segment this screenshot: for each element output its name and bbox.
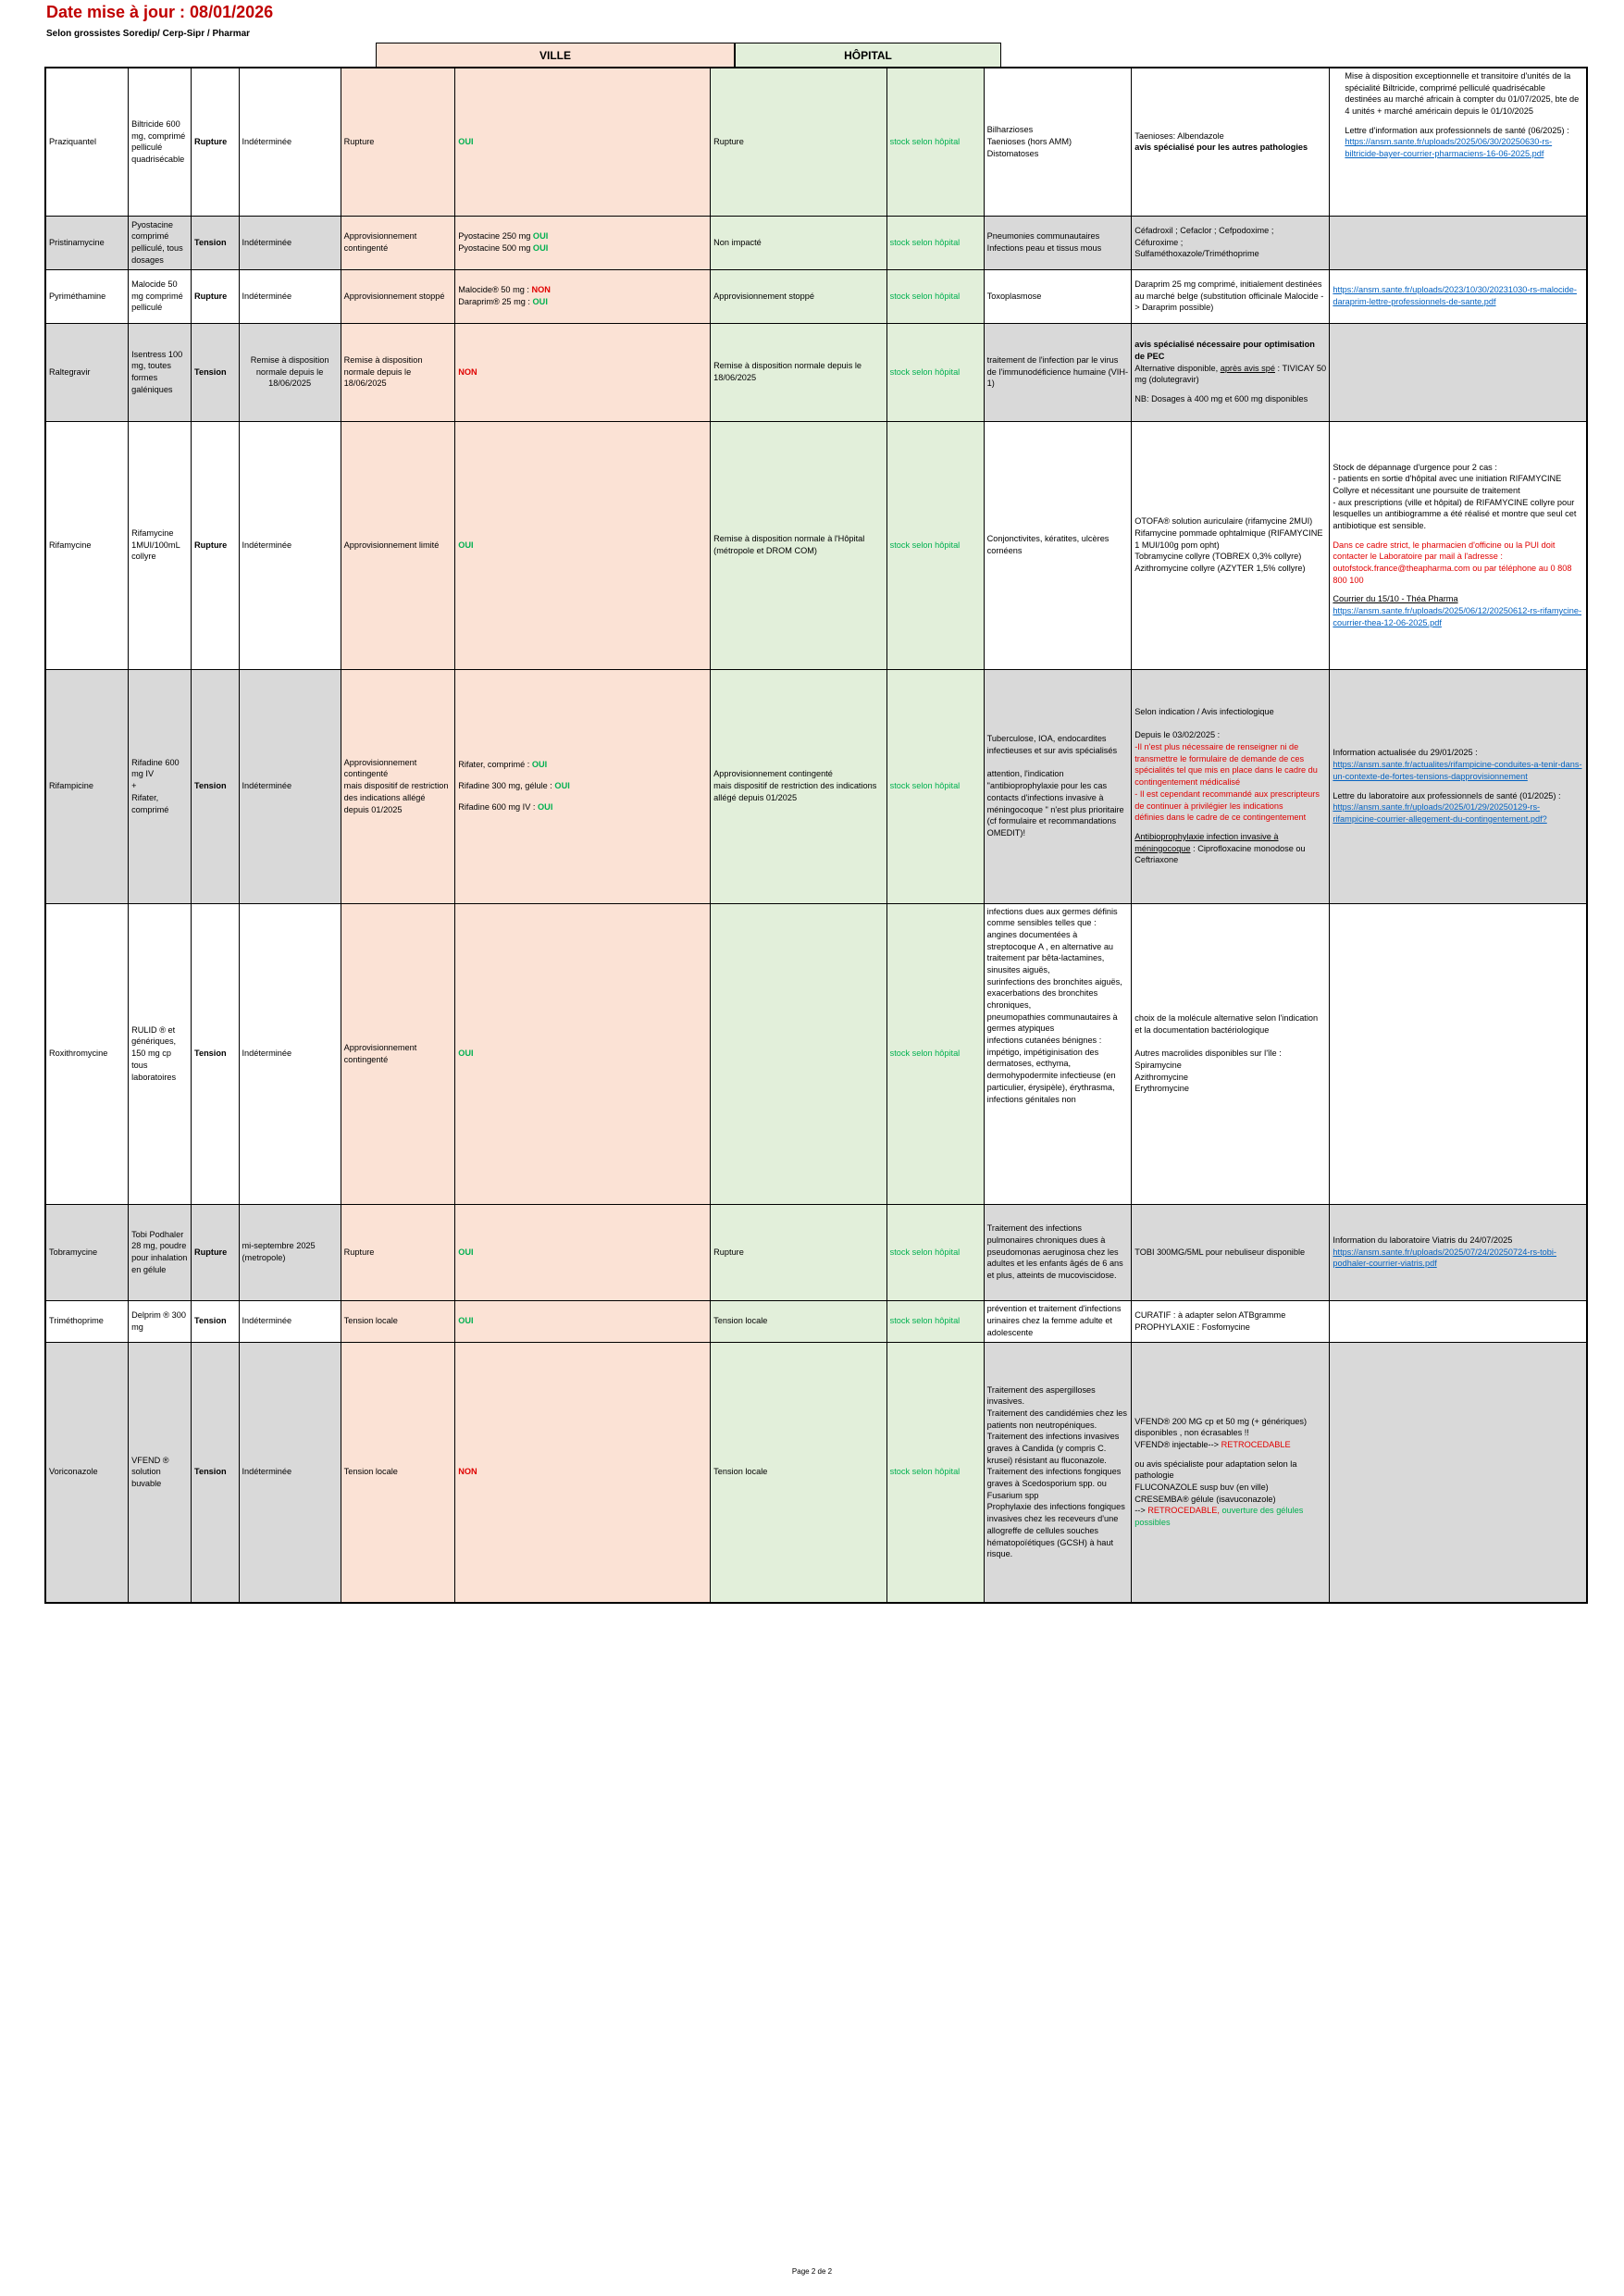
info-cell: [1330, 1342, 1587, 1603]
table-row: [45, 323, 1587, 421]
ville-dispo-cell: OUI: [455, 421, 711, 669]
alternatives-line: avis spécialisé pour les autres pathologies: [1134, 143, 1308, 153]
info-cell: [1330, 421, 1587, 669]
specialite-cell: Biltricide 600 mg, comprimé pelliculé quadrisécable: [129, 68, 192, 216]
ville-appro-cell: Rupture: [341, 68, 455, 216]
ville-appro-cell: Approvisionnement stoppé: [341, 269, 455, 323]
alternatives-text: NB: Dosages à 400 mg et 600 mg disponibles: [1134, 394, 1308, 404]
dci-cell: Praziquantel: [45, 68, 129, 216]
specialite-cell: Isentress 100 mg, toutes formes galéniques: [129, 323, 192, 421]
alternatives-cell: OTOFA® solution auriculaire (rifamycine 2MUI) Rifamycine pommade ophtalmique (RIFAMYCINE 1 MUI/100g pom opht) Tobramycine collyre (TOBREX 0,3% collyre) Azithromycine collyre (AZYTER 1,5% collyre): [1132, 421, 1330, 669]
indications-cell: Traitement des infections pulmonaires chroniques dues à pseudomonas aeruginosa chez les adultes et les enfants âgés de 6 ans et plus, atteints de mucoviscidose.: [984, 1204, 1132, 1300]
info-cell: [1330, 216, 1587, 269]
alternatives-cell: Daraprim 25 mg comprimé, initialement destinées au marché belge (substitution officinale Malocide -> Daraprim possible): [1132, 269, 1330, 323]
indications-cell: Toxoplasmose: [984, 269, 1132, 323]
alternatives-note: ouverture des gélules possibles: [1134, 1506, 1304, 1528]
info-cell: [1330, 68, 1587, 216]
alternatives-text: après avis spé: [1220, 363, 1275, 373]
ville-dispo-cell: NON: [455, 1342, 711, 1603]
dispo-label: Daraprim® 25 mg :: [458, 297, 530, 306]
table-row: [45, 421, 1587, 669]
statut-cell: Tension: [192, 669, 239, 903]
indications-cell: infections dues aux germes définis comme sensibles telles que : angines documentées à streptocoque A , en alternative au traitement par bêta-lactamines, sinusites aiguës, surinfections des bronchites aiguës, exacerbations des bronchites chroniques, pneumopathies communautaires à germes atypiques infections cutanées bénignes : impétigo, impétiginisation des dermatoses, ecthyma, dermohypodermite infectieuse (en particulier, érysipèle), érythrasma, infections génitales non: [984, 903, 1132, 1204]
hop-stock-cell: stock selon hôpital: [886, 1342, 984, 1603]
dispo-label: Pyostacine 250 mg: [458, 231, 531, 242]
ville-appro-cell: Rupture: [341, 1204, 455, 1300]
hop-stock-cell: stock selon hôpital: [886, 669, 984, 903]
retrocedable-tag: RETROCEDABLE,: [1147, 1506, 1220, 1516]
dispo-value: OUI: [532, 231, 549, 242]
dispo-label: Malocide® 50 mg :: [458, 285, 529, 295]
hop-stock-cell: stock selon hôpital: [886, 1204, 984, 1300]
statut-cell: Rupture: [192, 68, 239, 216]
alternatives-text: : Ciprofloxacine monodose ou Ceftriaxone: [1134, 843, 1306, 865]
ville-appro-cell: Approvisionnement contingenté: [341, 216, 455, 269]
specialite-cell: VFEND ® solution buvable: [129, 1342, 192, 1603]
info-text: Mise à disposition exceptionnelle et transitoire d'unités de la spécialité Biltricide, comprimé pelliculé quadrisécable destinées au marché africain à compter du 01/07/2025, bte de 4 unités + marché américain depuis le 01/10/2025: [1345, 71, 1580, 117]
date-cell: Indéterminée: [239, 269, 341, 323]
info-text: Lettre d'information aux professionnels de santé (06/2025) :: [1345, 125, 1569, 135]
alternatives-cell: Céfadroxil ; Cefaclor ; Cefpodoxime ; Céfuroxime ; Sulfaméthoxazole/Triméthoprime: [1132, 216, 1330, 269]
ville-dispo-cell: OUI: [455, 903, 711, 1204]
dispo-value: OUI: [531, 760, 548, 770]
date-cell: mi-septembre 2025 (metropole): [239, 1204, 341, 1300]
dci-cell: Triméthoprime: [45, 1300, 129, 1342]
info-link[interactable]: https://ansm.sante.fr/uploads/2025/06/12/20250612-rs-rifamycine-courrier-thea-12-06-2025.pdf: [1333, 606, 1582, 627]
info-text: Information actualisée du 29/01/2025 :: [1333, 748, 1478, 758]
hop-stock-cell: stock selon hôpital: [886, 269, 984, 323]
date-cell: Indéterminée: [239, 216, 341, 269]
hop-appro-cell: Approvisionnement stoppé: [711, 269, 886, 323]
specialite-cell: Malocide 50 mg comprimé pelliculé: [129, 269, 192, 323]
info-link[interactable]: https://ansm.sante.fr/uploads/2025/01/29/20250129-rs-rifampicine-courrier-allegement-du-contingentement.pdf?: [1333, 802, 1547, 824]
info-text: Information du laboratoire Viatris du 24/07/2025: [1333, 1235, 1513, 1245]
alternatives-text: Antibioprophylaxie infection invasive à méningocoque: [1134, 831, 1279, 853]
alternatives-text: Selon indication / Avis infectiologique Depuis le 03/02/2025 :: [1134, 707, 1274, 740]
info-link[interactable]: https://ansm.sante.fr/uploads/2025/07/24/20250724-rs-tobi-podhaler-courrier-viatris.pdf: [1333, 1247, 1556, 1269]
statut-cell: Rupture: [192, 421, 239, 669]
alternatives-warning: -Il n'est plus nécessaire de renseigner ni de transmettre le formulaire de demande de ces spécialités tel que mis en place dans le cadre du contingentement médicalisé - Il est cependant recommandé aux prescripteurs de continuer à privilégier les indications définies dans le cadre de ce contingentement: [1134, 742, 1320, 823]
indications-cell: prévention et traitement d'infections urinaires chez la femme adulte et adolescente: [984, 1300, 1132, 1342]
update-date-title: Date mise à jour : 08/01/2026: [46, 3, 274, 21]
ville-dispo-cell: NON: [455, 323, 711, 421]
dci-cell: Roxithromycine: [45, 903, 129, 1204]
date-cell: Remise à disposition normale depuis le 18/06/2025: [239, 323, 341, 421]
ville-appro-cell: Approvisionnement limité: [341, 421, 455, 669]
info-cell: [1330, 903, 1587, 1204]
dispo-value: NON: [531, 285, 551, 295]
dispo-value: OUI: [538, 801, 553, 812]
date-cell: Indéterminée: [239, 1300, 341, 1342]
info-link[interactable]: https://ansm.sante.fr/actualites/rifampicine-conduites-a-tenir-dans-un-contexte-de-fortes-tensions-dapprovisionnement: [1333, 760, 1582, 781]
ville-appro-cell: Tension locale: [341, 1300, 455, 1342]
statut-cell: Tension: [192, 1300, 239, 1342]
dispo-label: Pyostacine 500 mg: [458, 243, 531, 253]
specialite-cell: Tobi Podhaler 28 mg, poudre pour inhalation en gélule: [129, 1204, 192, 1300]
dispo-value: OUI: [554, 781, 570, 791]
ville-appro-cell: Remise à disposition normale depuis le 18/06/2025: [341, 323, 455, 421]
alternatives-cell: [1132, 669, 1330, 903]
hop-stock-cell: stock selon hôpital: [886, 68, 984, 216]
info-cell: [1330, 1300, 1587, 1342]
table-row: [45, 1300, 1587, 1342]
hop-appro-cell: Remise à disposition normale à l'Hôpital (métropole et DROM COM): [711, 421, 886, 669]
info-text: Courrier du 15/10 - Théa Pharma: [1333, 594, 1458, 604]
alternatives-line: Taenioses: Albendazole: [1134, 130, 1224, 141]
alternatives-text: : TIVICAY 50 mg (dolutegravir): [1134, 363, 1327, 385]
table-row: [45, 216, 1587, 269]
specialite-cell: Delprim ® 300 mg: [129, 1300, 192, 1342]
table-row: [45, 669, 1587, 903]
ville-dispo-cell: OUI: [455, 1204, 711, 1300]
alternatives-cell: choix de la molécule alternative selon l'indication et la documentation bactériologique Autres macrolides disponibles sur l'île : Spiramycine Azithromycine Erythromycine: [1132, 903, 1330, 1204]
hop-appro-cell: Tension locale: [711, 1342, 886, 1603]
statut-cell: Tension: [192, 216, 239, 269]
dci-cell: Rifamycine: [45, 421, 129, 669]
indications-cell: traitement de l'infection par le virus de l'immunodéficience humaine (VIH-1): [984, 323, 1132, 421]
ville-dispo-cell: [455, 216, 711, 269]
alternatives-text: ou avis spécialiste pour adaptation selon la pathologie FLUCONAZOLE susp buv (en ville) CRESEMBA® gélule (isavuconazole) -->: [1134, 1458, 1297, 1516]
info-cell: [1330, 1204, 1587, 1300]
shortage-table: [44, 67, 1588, 1604]
hop-appro-cell: [711, 903, 886, 1204]
indications-cell: Conjonctivites, kératites, ulcères cornéens: [984, 421, 1132, 669]
table-row: [45, 68, 1587, 216]
table-row: [45, 1342, 1587, 1603]
source-subtitle: Selon grossistes Soredip/ Cerp-Sipr / Pharmar: [46, 29, 251, 39]
hop-stock-cell: stock selon hôpital: [886, 1300, 984, 1342]
hop-stock-cell: stock selon hôpital: [886, 421, 984, 669]
date-cell: Indéterminée: [239, 68, 341, 216]
ville-dispo-cell: [455, 669, 711, 903]
hop-appro-cell: Rupture: [711, 1204, 886, 1300]
dci-cell: Raltegravir: [45, 323, 129, 421]
alternatives-cell: TOBI 300MG/5ML pour nebuliseur disponible: [1132, 1204, 1330, 1300]
hop-appro-cell: Rupture: [711, 68, 886, 216]
hop-appro-cell: Non impacté: [711, 216, 886, 269]
statut-cell: Rupture: [192, 269, 239, 323]
dispo-value: OUI: [532, 243, 549, 253]
dci-cell: Tobramycine: [45, 1204, 129, 1300]
alternatives-text: Alternative disponible,: [1134, 363, 1219, 373]
info-link[interactable]: https://ansm.sante.fr/uploads/2025/06/30/20250630-rs-biltricide-bayer-courrier-pharmaciens-16-06-2025.pdf: [1345, 137, 1553, 159]
ville-dispo-cell: OUI: [455, 1300, 711, 1342]
alternatives-cell: [1132, 1342, 1330, 1603]
retrocedable-tag: RETROCEDABLE: [1221, 1440, 1291, 1450]
statut-cell: Tension: [192, 903, 239, 1204]
indications-cell: Pneumonies communautaires Infections peau et tissus mous: [984, 216, 1132, 269]
hop-appro-cell: Approvisionnement contingenté mais dispositif de restriction des indications allégé depuis 01/2025: [711, 669, 886, 903]
dispo-label: Rifadine 600 mg IV :: [458, 801, 536, 812]
date-cell: Indéterminée: [239, 1342, 341, 1603]
info-text: Stock de dépannage d'urgence pour 2 cas : - patients en sortie d'hôpital avec une initiation RIFAMYCINE Collyre et nécessitant une poursuite de traitement - aux prescriptions (ville et hôpital) de RIFAMYCINE collyre pour lesquelles un antibiogramme a été réalisé et montre que seul cet antibiotique est sensible.: [1333, 462, 1577, 530]
alternatives-cell: [1132, 68, 1330, 216]
dispo-label: Rifater, comprimé :: [458, 760, 530, 770]
info-text: Lettre du laboratoire aux professionnels de santé (01/2025) :: [1333, 790, 1561, 800]
dci-cell: Pristinamycine: [45, 216, 129, 269]
alternatives-text: VFEND® 200 MG cp et 50 mg (+ génériques) disponibles , non écrasables !! VFEND® injectable-->: [1134, 1416, 1308, 1450]
info-cell: [1330, 669, 1587, 903]
info-cell: [1330, 323, 1587, 421]
dci-cell: Pyriméthamine: [45, 269, 129, 323]
table-row: [45, 269, 1587, 323]
page-footer: Page 2 de 2: [791, 2267, 833, 2276]
ville-appro-cell: Approvisionnement contingenté: [341, 903, 455, 1204]
hop-appro-cell: Remise à disposition normale depuis le 18/06/2025: [711, 323, 886, 421]
ville-appro-cell: Tension locale: [341, 1342, 455, 1603]
specialite-cell: Rifamycine 1MUI/100mL collyre: [129, 421, 192, 669]
dispo-label: Rifadine 300 mg, gélule :: [458, 781, 552, 791]
ville-appro-cell: Approvisionnement contingenté mais dispositif de restriction des indications allégé depuis 01/2025: [341, 669, 455, 903]
hop-stock-cell: stock selon hôpital: [886, 216, 984, 269]
hop-appro-cell: Tension locale: [711, 1300, 886, 1342]
hop-stock-cell: stock selon hôpital: [886, 323, 984, 421]
statut-cell: Tension: [192, 1342, 239, 1603]
indications-cell: Bilharzioses Taenioses (hors AMM) Distomatoses: [984, 68, 1132, 216]
date-cell: Indéterminée: [239, 421, 341, 669]
dci-cell: Rifampicine: [45, 669, 129, 903]
ville-dispo-cell: [455, 269, 711, 323]
date-cell: Indéterminée: [239, 669, 341, 903]
ville-header: VILLE: [376, 43, 735, 67]
alternatives-cell: [1132, 323, 1330, 421]
specialite-cell: Rifadine 600 mg IV + Rifater, comprimé: [129, 669, 192, 903]
hopital-header: HÔPITAL: [735, 43, 1001, 67]
dci-cell: Voriconazole: [45, 1342, 129, 1603]
specialite-cell: Pyostacine comprimé pelliculé, tous dosages: [129, 216, 192, 269]
indications-cell: Tuberculose, IOA, endocardites infectieuses et sur avis spécialisés attention, l'indication "antibioprophylaxie pour les cas contacts d'infections invasive à méningocoque " n'est plus prioritaire (cf formulaire et recommandations OMEDIT)!: [984, 669, 1132, 903]
statut-cell: Rupture: [192, 1204, 239, 1300]
info-text: Dans ce cadre strict, le pharmacien d'officine ou la PUI doit contacter le Laboratoire par mail à l'adresse : outofstock.france@theapharma.com ou par téléphone au 0 808 800 100: [1333, 540, 1572, 585]
statut-cell: Tension: [192, 323, 239, 421]
info-link[interactable]: https://ansm.sante.fr/uploads/2023/10/30/20231030-rs-malocide-daraprim-lettre-professionnels-de-sante.pdf: [1330, 269, 1587, 323]
alternatives-cell: CURATIF : à adapter selon ATBgramme PROPHYLAXIE : Fosfomycine: [1132, 1300, 1330, 1342]
dispo-value: OUI: [532, 297, 548, 306]
ville-dispo-cell: OUI: [455, 68, 711, 216]
specialite-cell: RULID ® et génériques, 150 mg cp tous laboratoires: [129, 903, 192, 1204]
indications-cell: Traitement des aspergilloses invasives. Traitement des candidémies chez les patients non neutropéniques. Traitement des infections invasives graves à Candida (y compris C. krusei) résistant au fluconazole. Traitement des infections fongiques graves à Scedosporium spp. ou Fusarium spp Prophylaxie des infections fongiques invasives chez les receveurs d'une allogreffe de cellules souches hématopoïétiques (GCSH) à haut risque.: [984, 1342, 1132, 1603]
alternatives-title: avis spécialisé nécessaire pour optimisation de PEC: [1134, 340, 1315, 361]
hop-stock-cell: stock selon hôpital: [886, 903, 984, 1204]
table-row: [45, 903, 1587, 1204]
date-cell: Indéterminée: [239, 903, 341, 1204]
table-row: [45, 1204, 1587, 1300]
